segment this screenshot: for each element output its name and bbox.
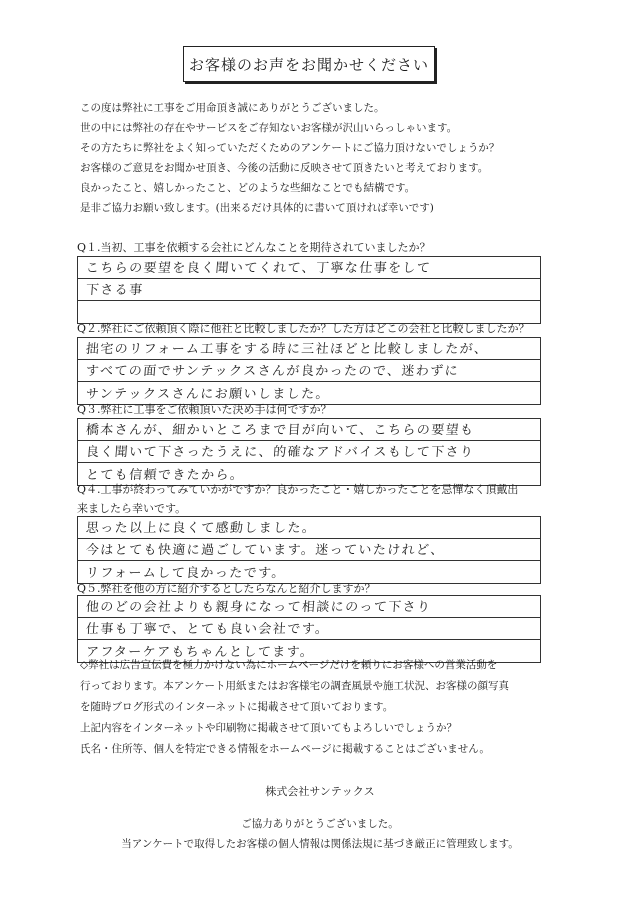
privacy-text: 当アンケートで取得したお客様の個人情報は関係法規に基づき厳正に管理致します。 <box>121 838 519 850</box>
intro-line: この度は弊社に工事をご用命頂き誠にありがとうございました。 <box>80 102 385 114</box>
answer-box-1 <box>77 256 541 324</box>
answer-3-line-1: 橋本さんが、細かいところまで目が向いて、こちらの要望も <box>85 423 475 438</box>
question-1: Q１.当初、工事を依頼する会社にどんなことを期待されていましたか？ <box>77 241 431 254</box>
answer-box-2 <box>77 337 541 405</box>
intro-line: 是非ご協力お願い致します。(出来るだけ具体的に書いて頂ければ幸いです) <box>80 202 434 214</box>
answer-5-line-3: アフターケアもちゃんとしてます。 <box>85 645 315 660</box>
notice-line: 上記内容をインターネットや印刷物に掲載させて頂いてもよろしいでしょうか？ <box>80 722 458 734</box>
answer-5-line-1: 他のどの会社よりも親身になって相談にのって下さり <box>85 600 432 615</box>
question-3: Q３.弊社に工事をご依頼頂いた決め手は何ですか？ <box>77 403 332 416</box>
answer-2-line-1: 拙宅のリフォーム工事をする時に三社ほどと比較しましたが、 <box>85 342 489 357</box>
notice-line: ◇弊社は広告宣伝費を極力かけない為にホームページだけを頼りにお客様への営業活動を <box>80 659 498 671</box>
notice-line: 行っております。本アンケート用紙またはお客様宅の調査風景や施工状況、お客様の顔写真 <box>80 680 510 692</box>
thanks-text: ご協力ありがとうございました。 <box>241 818 399 830</box>
question-4-line-1: Q４.工事が終わってみていかがですか？良かったこと・嬉しかったことを忌憚なく頂戴出 <box>77 483 519 496</box>
answer-4-line-3: リフォームして良かったです。 <box>85 566 287 581</box>
notice-line: 氏名・住所等、個人を特定できる情報をホームページに掲載することはございません。 <box>80 743 490 755</box>
notice-line: を随時ブログ形式のインターネットに掲載させて頂いております。 <box>80 701 394 713</box>
question-2: Q２.弊社にご依頼頂く際に他社と比較しましたか？した方はどこの会社と比較しましたか？ <box>77 322 530 335</box>
answer-box-3 <box>77 418 541 486</box>
answer-box-5 <box>77 595 541 663</box>
answer-3-line-2: 良く聞いて下さったうえに、的確なアドバイスもして下さり <box>85 445 475 460</box>
company-name: 株式会社サンテックス <box>265 785 375 798</box>
intro-line: お客様のご意見をお聞かせ頂き、今後の活動に反映させて頂きたいと考えております。 <box>80 162 489 174</box>
page-title-text: お客様のお声をお聞かせください <box>188 55 429 74</box>
page-title <box>183 46 435 82</box>
intro-text <box>80 98 600 218</box>
answer-4-line-1: 思った以上に良くて感動しました。 <box>85 521 317 536</box>
answer-1-line-1: こちらの要望を良く聞いてくれて、丁寧な仕事をして <box>85 261 432 276</box>
answer-1-line-2: 下さる事 <box>85 283 144 298</box>
question-5: Q５.弊社を他の方に紹介するとしたらなんと紹介しますか？ <box>77 582 376 595</box>
question-4-line-2: 来ましたら幸いです。 <box>77 502 187 515</box>
answer-5-line-2: 仕事も丁寧で、とても良い会社です。 <box>85 622 330 637</box>
answer-3-line-3: とても信頼できたから。 <box>85 468 245 483</box>
intro-line: その方たちに弊社をよく知っていただくためのアンケートにご協力頂けないでしょうか？ <box>80 142 500 154</box>
answer-2-line-3: サンテックスさんにお願いしました。 <box>85 387 331 402</box>
intro-line: 世の中には弊社の存在やサービスをご存知ないお客様が沢山いらっしゃいます。 <box>80 122 458 134</box>
answer-box-4 <box>77 516 541 584</box>
answer-2-line-2: すべての面でサンテックスさんが良かったので、迷わずに <box>85 364 460 379</box>
intro-line: 良かったこと、嬉しかったこと、どのような些細なことでも結構です。 <box>80 182 416 194</box>
publication-notice <box>80 655 600 760</box>
answer-4-line-2: 今はとても快適に過ごしています。迷っていたけれど、 <box>85 543 446 558</box>
